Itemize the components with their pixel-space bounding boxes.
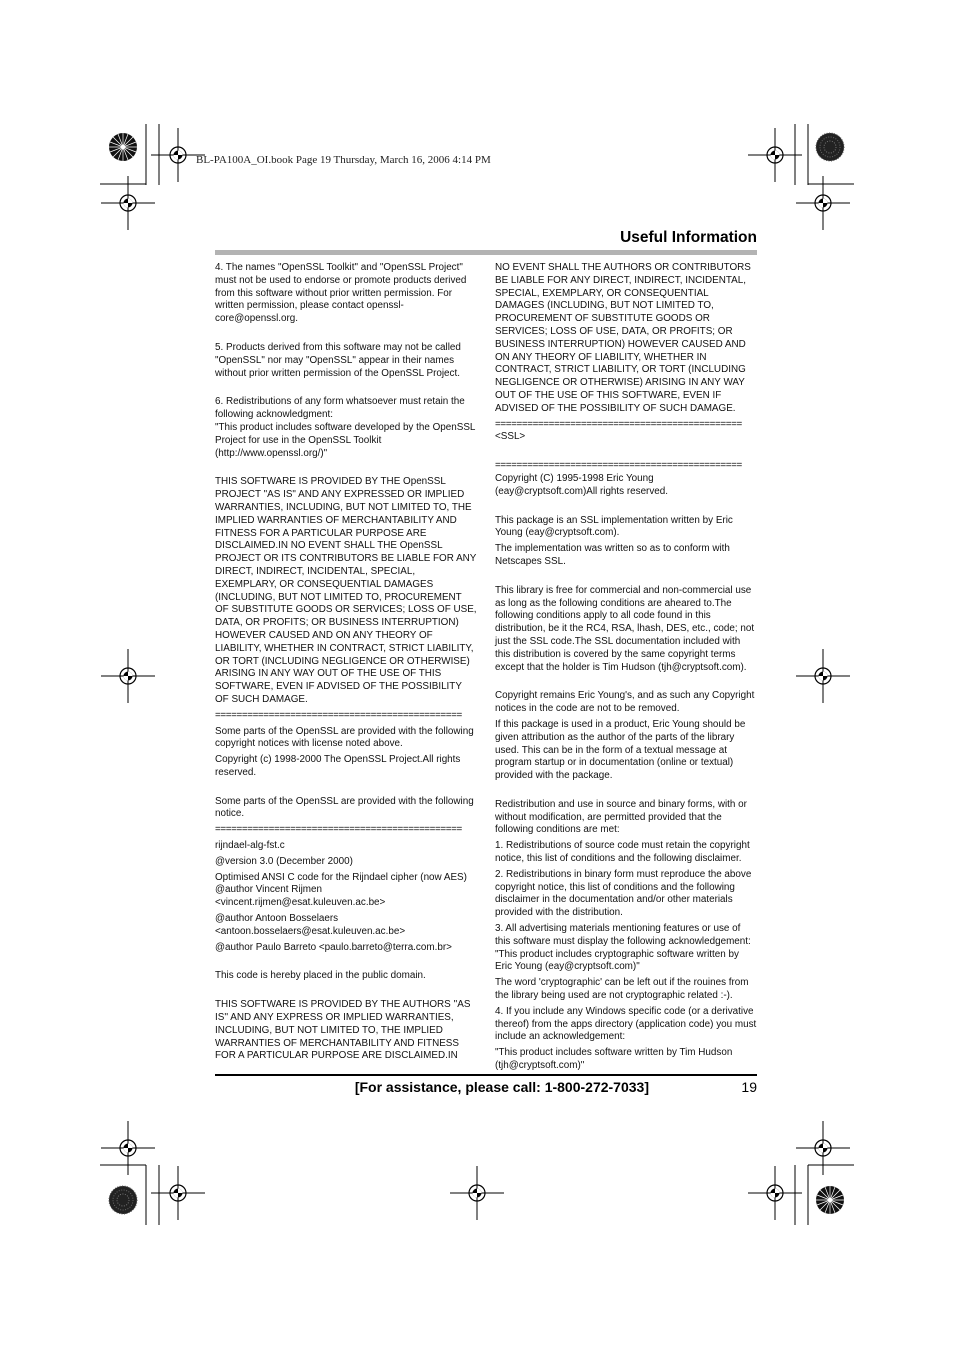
paragraph: Some parts of the OpenSSL are provided with the following notice. [215, 795, 474, 820]
paragraph: If this package is used in a product, Eric Young should be given attribution as the author of the parts of the library used. This can be in the form of a textual message at program startup or in documentation (online or textual) provided with the package. [495, 718, 746, 782]
footer-rule [215, 1074, 757, 1076]
right-column [495, 262, 757, 1073]
paragraph: @author Vincent Rijmen <vincent.rijmen@esat.kuleuven.ac.be> [215, 884, 386, 909]
paragraph: THIS SOFTWARE IS PROVIDED BY THE AUTHORS ''AS IS'' AND ANY EXPRESS OR IMPLIED WARRANTIES, INCLUDING, BUT NOT LIMITED TO, THE IMPLIED WARRANTIES OF MERCHANTABILITY AND FITNESS FOR A PARTICULAR PURPOSE ARE DISCLAIMED.IN [215, 999, 471, 1062]
paragraph: This package is an SSL implementation written by Eric Young (eay@cryptsoft.com). [495, 514, 733, 539]
paragraph: Copyright (C) 1995-1998 Eric Young (eay@cryptsoft.com)All rights reserved. [495, 472, 669, 497]
paragraph: NO EVENT SHALL THE AUTHORS OR CONTRIBUTORS BE LIABLE FOR ANY DIRECT, INDIRECT, INCIDENTAL, SPECIAL, EXEMPLARY, OR CONSEQUENTIAL DAMAGES (INCLUDING, BUT NOT LIMITED TO, PROCUREMENT OF SUBSTITUTE GOODS OR SERVICES; LOSS OF USE, DATA, OR PROFITS; OR BUSINESS INTERRUPTION) HOWEVER CAUSED AND ON ANY THEORY OF LIABILITY, WHETHER IN CONTRACT, STRICT LIABILITY, OR TORT (INCLUDING NEGLIGENCE OR OTHERWISE) ARISING IN ANY WAY OUT OF THE USE OF THIS SOFTWARE, EVEN IF ADVISED OF THE POSSIBILITY OF SUCH DAMAGE. [495, 262, 751, 414]
paragraph: 3. All advertising materials mentioning features or use of this software must display the following acknowledgement: [495, 923, 751, 947]
paragraph: "This product includes software written by Tim Hudson (tjh@cryptsoft.com)" [495, 1047, 733, 1072]
paragraph: The word 'cryptographic' can be left out if the rouines from the library being used are not cryptographic related :-). [495, 977, 749, 1002]
section-title: Useful Information [620, 229, 757, 246]
paragraph: This library is free for commercial and non-commercial use as long as the following conditions are aheared to.The following conditions apply to all code found in this distribution, be it the RC4, RSA, lhash, DES, etc., code; not just the SSL code.The SSL documentation included with this distribution is covered by the same copyright terms except that the holder is Tim Hudson (tjh@cryptsoft.com). [495, 584, 755, 673]
page-number: 19 [741, 1079, 757, 1095]
paragraph: 2. Redistributions in binary form must reproduce the above copyright notice, this list of conditions and the following disclaimer in the documentation and/or other materials provided with the distribution. [495, 868, 752, 919]
paragraph: 6. Redistributions of any form whatsoever must retain the following acknowledgment: [215, 396, 465, 421]
left-column [215, 262, 477, 1063]
paragraph: @author Antoon Bosselaers <antoon.bosselaers@esat.kuleuven.ac.be> [215, 913, 406, 937]
paragraph: Redistribution and use in source and binary forms, with or without modification, are permitted provided that the following conditions are met: [495, 798, 747, 836]
separator-rule: ============================================== [495, 418, 742, 430]
paragraph: Some parts of the OpenSSL are provided with the following copyright notices with license noted above. [215, 725, 474, 750]
paragraph: 5. Products derived from this software may not be called "OpenSSL" nor may "OpenSSL" appear in their names without prior written permission of the OpenSSL Project. [215, 341, 461, 379]
title-rule [215, 250, 757, 255]
paragraph: @version 3.0 (December 2000) [215, 855, 353, 867]
paragraph: rijndael-alg-fst.c [215, 840, 285, 852]
separator-rule: ============================================== [215, 709, 462, 721]
paragraph: "This product includes cryptographic software written by Eric Young (eay@cryptsoft.com)" [495, 948, 739, 973]
paragraph: This code is hereby placed in the public domain. [215, 970, 426, 982]
paragraph: @author Paulo Barreto <paulo.barreto@terra.com.br> [215, 941, 452, 953]
paragraph: Copyright (c) 1998-2000 The OpenSSL Project.All rights reserved. [215, 754, 461, 778]
paragraph: "This product includes software developed by the OpenSSL Project for use in the OpenSSL Toolkit (http://www.openssl.org/)" [215, 421, 476, 459]
print-slug: BL-PA100A_OI.book Page 19 Thursday, March 16, 2006 4:14 PM [196, 154, 491, 166]
paragraph: 4. The names "OpenSSL Toolkit" and "OpenSSL Project" must not be used to endorse or promote products derived from this software without prior written permission. For written permission, please contact openssl-core@openssl.org. [215, 262, 467, 325]
paragraph: THIS SOFTWARE IS PROVIDED BY THE OpenSSL PROJECT "AS IS" AND ANY EXPRESSED OR IMPLIED WARRANTIES, INCLUDING, BUT NOT LIMITED TO, THE IMPLIED WARRANTIES OF MERCHANTABILITY AND FITNESS FOR A PARTICULAR PURPOSE ARE DISCLAIMED.IN NO EVENT SHALL THE OpenSSL PROJECT OR ITS CONTRIBUTORS BE LIABLE FOR ANY DIRECT, INDIRECT, INCIDENTAL, SPECIAL, EXEMPLARY, OR CONSEQUENTIAL DAMAGES (INCLUDING, BUT NOT LIMITED TO, PROCUREMENT OF SUBSTITUTE GOODS OR SERVICES; LOSS OF USE, DATA, OR PROFITS; OR BUSINESS INTERRUPTION) HOWEVER CAUSED AND ON ANY THEORY OF LIABILITY, WHETHER IN CONTRACT, STRICT LIABILITY, OR TORT (INCLUDING NEGLIGENCE OR OTHERWISE) ARISING IN ANY WAY OUT OF THE USE OF THIS SOFTWARE, EVEN IF ADVISED OF THE POSSIBILITY OF SUCH DAMAGE. [215, 476, 477, 705]
paragraph: 4. If you include any Windows specific code (or a derivative thereof) from the apps directory (application code) you must include an acknowledgement: [495, 1005, 757, 1043]
separator-rule: ============================================== [495, 460, 742, 472]
paragraph: Optimised ANSI C code for the Rijndael cipher (now AES) [215, 871, 467, 883]
assistance-line: [For assistance, please call: 1-800-272-7033] [354, 1079, 649, 1095]
paragraph: 1. Redistributions of source code must retain the copyright notice, this list of conditions and the following disclaimer. [495, 840, 750, 865]
separator-rule: ============================================== [215, 824, 462, 836]
paragraph: <SSL> [495, 431, 526, 443]
paragraph: The implementation was written so as to conform with Netscapes SSL. [495, 543, 730, 567]
paragraph: Copyright remains Eric Young's, and as such any Copyright notices in the code are not to be removed. [495, 690, 755, 715]
